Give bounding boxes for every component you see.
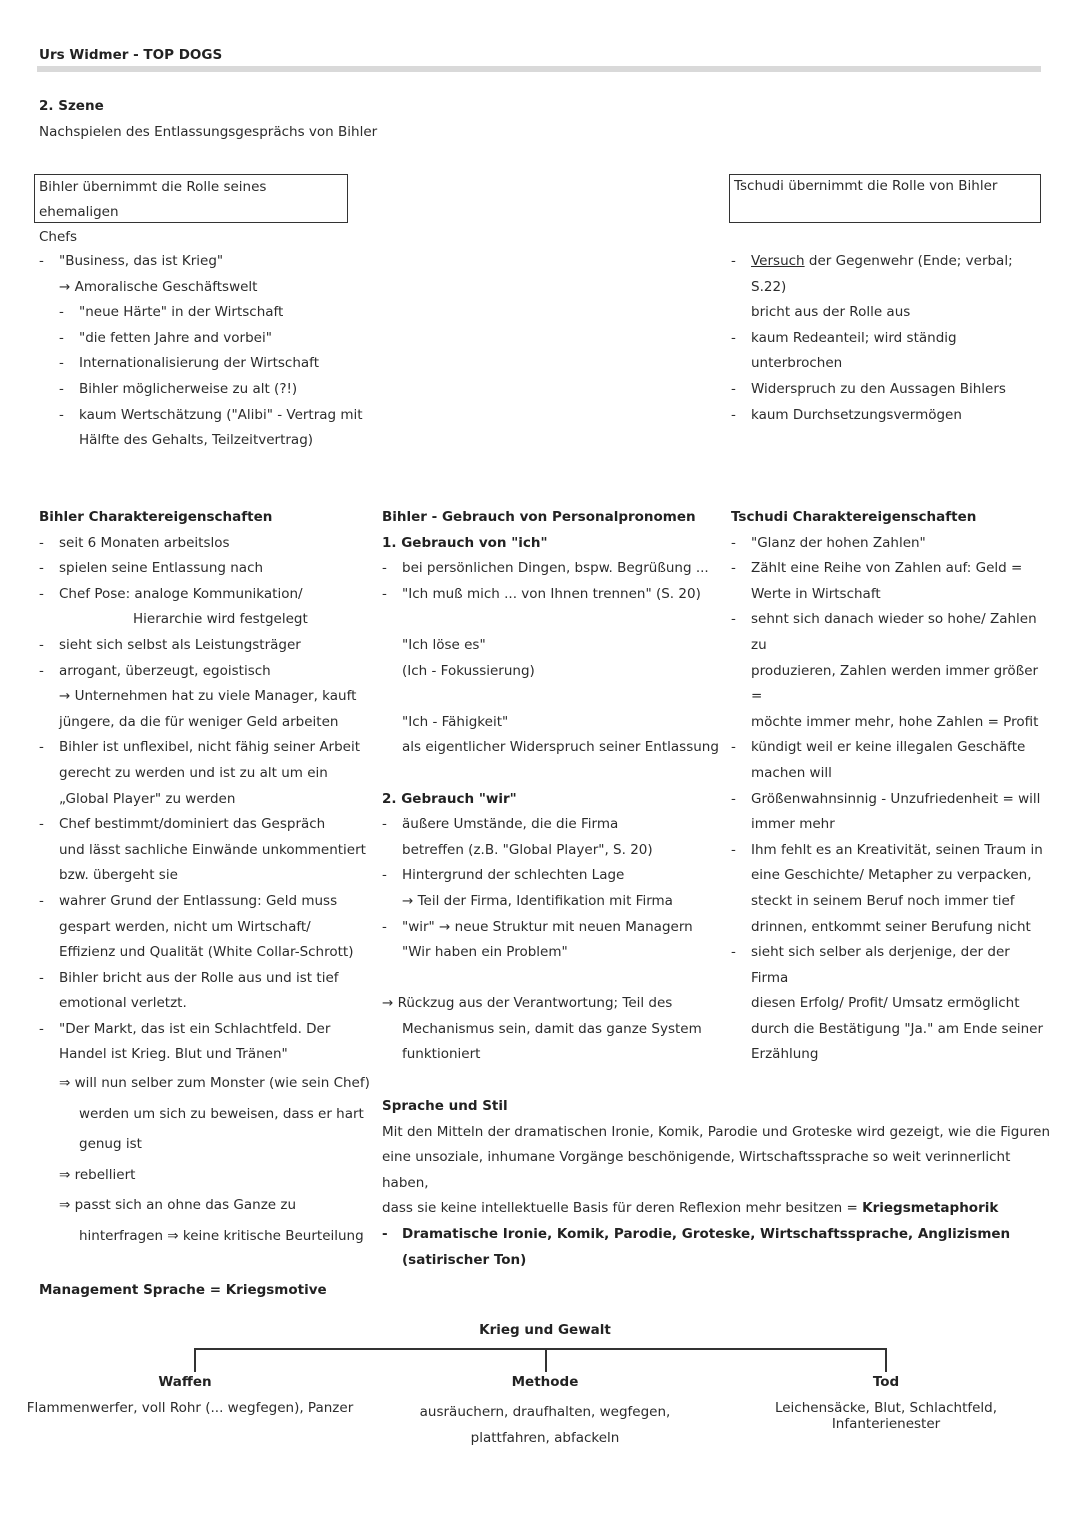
list-item: - sehnt sich danach wieder so hohe/ Zahlen zu bbox=[731, 607, 1051, 658]
list-item: - Bihler möglicherweise zu alt (?!) bbox=[39, 377, 369, 403]
list-item: - "die fetten Jahre and vorbei" bbox=[39, 326, 369, 352]
list-item: → Amoralische Geschäftswelt bbox=[59, 278, 258, 295]
quote-line: "Ich löse es" bbox=[402, 636, 486, 653]
title-divider bbox=[37, 66, 1041, 72]
list-item: - Dramatische Ironie, Komik, Parodie, Groteske, Wirtschaftssprache, Anglizismen (satirischer Ton) bbox=[382, 1222, 1052, 1273]
list-item: - Internationalisierung der Wirtschaft bbox=[39, 351, 369, 377]
pronoun-wir-heading: 2. Gebrauch "wir" bbox=[382, 790, 517, 807]
list-item: - bei persönlichen Dingen, bspw. Begrüßung ... bbox=[382, 556, 727, 582]
list-item: - sieht sich selbst als Leistungsträger bbox=[39, 633, 374, 659]
implication-line: genug ist bbox=[79, 1136, 142, 1153]
tree-node-tod-text: Leichensäcke, Blut, Schlachtfeld, Infanterienester bbox=[774, 1400, 998, 1432]
list-item: drinnen, entkommt seiner Berufung nicht bbox=[751, 918, 1031, 935]
tree-node-waffen: Waffen bbox=[158, 1374, 212, 1390]
list-item: bricht aus der Rolle aus bbox=[751, 304, 911, 321]
list-item: immer mehr bbox=[751, 816, 835, 833]
kriegsmetaphorik-term: Kriegsmetaphorik bbox=[862, 1200, 999, 1217]
list-item: - Chef Pose: analoge Kommunikation/ bbox=[39, 582, 374, 608]
conclusion-line: Mechanismus sein, damit das ganze System bbox=[402, 1020, 702, 1037]
list-item: durch die Bestätigung "Ja." am Ende seiner bbox=[751, 1020, 1044, 1037]
tschudi-role-points bbox=[731, 249, 1051, 428]
list-item: und lässt sachliche Einwände unkommentiert bbox=[59, 841, 366, 858]
list-item: Hierarchie wird festgelegt bbox=[133, 611, 308, 628]
list-item: produzieren, Zahlen werden immer größer = bbox=[751, 662, 1039, 705]
list-item: - arrogant, überzeugt, egoistisch bbox=[39, 659, 374, 685]
document-title: Urs Widmer - TOP DOGS bbox=[39, 47, 223, 63]
pronoun-heading: Bihler - Gebrauch von Personalpronomen bbox=[382, 509, 696, 525]
tschudi-traits-section bbox=[731, 505, 1051, 1068]
list-item: - Hintergrund der schlechten Lage bbox=[382, 863, 727, 889]
conclusion-line: funktioniert bbox=[402, 1046, 481, 1063]
list-item: - kaum Durchsetzungsvermögen bbox=[731, 403, 1051, 429]
style-heading: Sprache und Stil bbox=[382, 1098, 508, 1114]
list-item: - sieht sich selber als derjenige, der der Firma bbox=[731, 940, 1051, 991]
implication-line: werden um sich zu beweisen, dass er hart bbox=[79, 1105, 364, 1122]
list-item: - Widerspruch zu den Aussagen Bihlers bbox=[731, 377, 1051, 403]
role-box-bihler-line2: Chefs bbox=[39, 229, 78, 245]
list-item: jüngere, da die für weniger Geld arbeiten bbox=[59, 713, 339, 730]
list-item: eine Geschichte/ Metapher zu verpacken, bbox=[751, 867, 1032, 884]
tree-connector bbox=[194, 1348, 196, 1372]
list-item: - spielen seine Entlassung nach bbox=[39, 556, 374, 582]
list-item: - kaum Wertschätzung ("Alibi" - Vertrag mit bbox=[39, 403, 369, 429]
list-item: - "wir" → neue Struktur mit neuen Managern bbox=[382, 915, 727, 941]
style-paragraph-line: eine unsoziale, inhumane Vorgänge beschönigende, Wirtschaftssprache so weit verinnerlicht haben, bbox=[382, 1149, 1011, 1191]
style-section bbox=[382, 1094, 1052, 1273]
tree-node-methode-text bbox=[400, 1400, 690, 1451]
list-item: - Ihm fehlt es an Kreativität, seinen Traum in bbox=[731, 838, 1051, 864]
list-item: → Unternehmen hat zu viele Manager, kauft bbox=[59, 688, 357, 705]
list-item: - Zählt eine Reihe von Zahlen auf: Geld = bbox=[731, 556, 1051, 582]
pronoun-section bbox=[382, 505, 727, 1068]
list-item: - Bihler bricht aus der Rolle aus und ist tief bbox=[39, 966, 374, 992]
bihler-role-points bbox=[39, 249, 369, 454]
scene-subtitle: Nachspielen des Entlassungsgesprächs von Bihler bbox=[39, 124, 378, 140]
list-item: → Teil der Firma, Identifikation mit Firma bbox=[402, 892, 673, 909]
list-item: - seit 6 Monaten arbeitslos bbox=[39, 531, 374, 557]
list-item: gerecht zu werden und ist zu alt um ein bbox=[59, 764, 328, 781]
tree-connector bbox=[545, 1348, 547, 1372]
list-item: - Größenwahnsinnig - Unzufriedenheit = will bbox=[731, 787, 1051, 813]
list-item: steckt in seinem Beruf noch immer tief bbox=[751, 892, 1015, 909]
tree-node-methode-line: plattfahren, abfackeln bbox=[470, 1429, 620, 1446]
list-item: Erzählung bbox=[751, 1046, 819, 1063]
list-item: - Chef bestimmt/dominiert das Gespräch bbox=[39, 812, 374, 838]
list-item: gespart werden, nicht um Wirtschaft/ bbox=[59, 918, 311, 935]
implication-line: hinterfragen ⇒ keine kritische Beurteilung bbox=[79, 1227, 364, 1244]
quote-line: "Ich - Fähigkeit" bbox=[402, 713, 509, 730]
list-item: - Versuch der Gegenwehr (Ende; verbal; S.22) bbox=[731, 249, 1051, 300]
list-item: Handel ist Krieg. Blut und Tränen" bbox=[59, 1046, 288, 1063]
list-item: - "Business, das ist Krieg" bbox=[39, 249, 369, 275]
tree-node-methode-line: ausräuchern, draufhalten, wegfegen, bbox=[419, 1404, 671, 1420]
implication-line: ⇒ rebelliert bbox=[59, 1166, 136, 1183]
tree-node-waffen-text: Flammenwerfer, voll Rohr (... wegfegen), Panzer bbox=[26, 1400, 354, 1416]
management-heading: Management Sprache = Kriegsmotive bbox=[39, 1282, 327, 1298]
list-item: emotional verletzt. bbox=[59, 995, 187, 1012]
tschudi-traits-heading: Tschudi Charaktereigenschaften bbox=[731, 509, 977, 525]
list-item: betreffen (z.B. "Global Player", S. 20) bbox=[402, 841, 653, 858]
versuch-underlined: Versuch bbox=[751, 253, 805, 269]
role-box-bihler-line1: Bihler übernimmt die Rolle seines ehemaligen bbox=[39, 179, 267, 220]
conclusion-line: → Rückzug aus der Verantwortung; Teil des bbox=[382, 995, 673, 1012]
list-item: - "Der Markt, das ist ein Schlachtfeld. Der bbox=[39, 1017, 374, 1043]
style-paragraph-line: dass sie keine intellektuelle Basis für deren Reflexion mehr besitzen = Kriegsmetaphorik bbox=[382, 1200, 999, 1217]
list-item: Effizienz und Qualität (White Collar-Schrott) bbox=[59, 944, 354, 961]
list-item: - kündigt weil er keine illegalen Geschäfte bbox=[731, 735, 1051, 761]
tree-connector bbox=[885, 1348, 887, 1372]
tree-node-methode: Methode bbox=[511, 1374, 579, 1390]
list-item: - "Ich muß mich ... von Ihnen trennen" (S. 20) bbox=[382, 582, 727, 608]
tree-node-tod: Tod bbox=[872, 1374, 900, 1390]
role-box-tschudi-text: Tschudi übernimmt die Rolle von Bihler bbox=[734, 178, 998, 194]
style-paragraph-line: Mit den Mitteln der dramatischen Ironie, Komik, Parodie und Groteske wird gezeigt, wie die Figuren bbox=[382, 1123, 1051, 1140]
tree-root: Krieg und Gewalt bbox=[479, 1322, 611, 1338]
list-item: - Bihler ist unflexibel, nicht fähig seiner Arbeit bbox=[39, 735, 374, 761]
implication-line: ⇒ passt sich an ohne das Ganze zu bbox=[59, 1197, 297, 1214]
role-box-tschudi bbox=[729, 174, 1041, 223]
list-item: - kaum Redeanteil; wird ständig unterbrochen bbox=[731, 326, 1051, 377]
list-item: - "Glanz der hohen Zahlen" bbox=[731, 531, 1051, 557]
list-item: möchte immer mehr, hohe Zahlen = Profit bbox=[751, 713, 1039, 730]
list-item: - äußere Umstände, die die Firma bbox=[382, 812, 727, 838]
pronoun-ich-heading: 1. Gebrauch von "ich" bbox=[382, 534, 548, 551]
list-item: Hälfte des Gehalts, Teilzeitvertrag) bbox=[79, 432, 314, 449]
list-item: machen will bbox=[751, 764, 832, 781]
role-box-bihler bbox=[34, 174, 348, 245]
quote-line: (Ich - Fokussierung) bbox=[402, 662, 535, 679]
list-item: Werte in Wirtschaft bbox=[751, 585, 881, 602]
list-item: "Wir haben ein Problem" bbox=[402, 944, 568, 961]
scene-heading: 2. Szene bbox=[39, 98, 104, 114]
list-item: bzw. übergeht sie bbox=[59, 867, 178, 884]
list-item: - wahrer Grund der Entlassung: Geld muss bbox=[39, 889, 374, 915]
implication-line: ⇒ will nun selber zum Monster (wie sein Chef) bbox=[59, 1075, 370, 1092]
bihler-traits-section bbox=[39, 505, 374, 1251]
tree-connector bbox=[194, 1348, 886, 1350]
bihler-traits-heading: Bihler Charaktereigenschaften bbox=[39, 509, 273, 525]
list-item: „Global Player" zu werden bbox=[59, 790, 236, 807]
list-item: diesen Erfolg/ Profit/ Umsatz ermöglicht bbox=[751, 995, 1020, 1012]
list-item: - "neue Härte" in der Wirtschaft bbox=[39, 300, 369, 326]
quote-line: als eigentlicher Widerspruch seiner Entlassung bbox=[402, 739, 719, 756]
